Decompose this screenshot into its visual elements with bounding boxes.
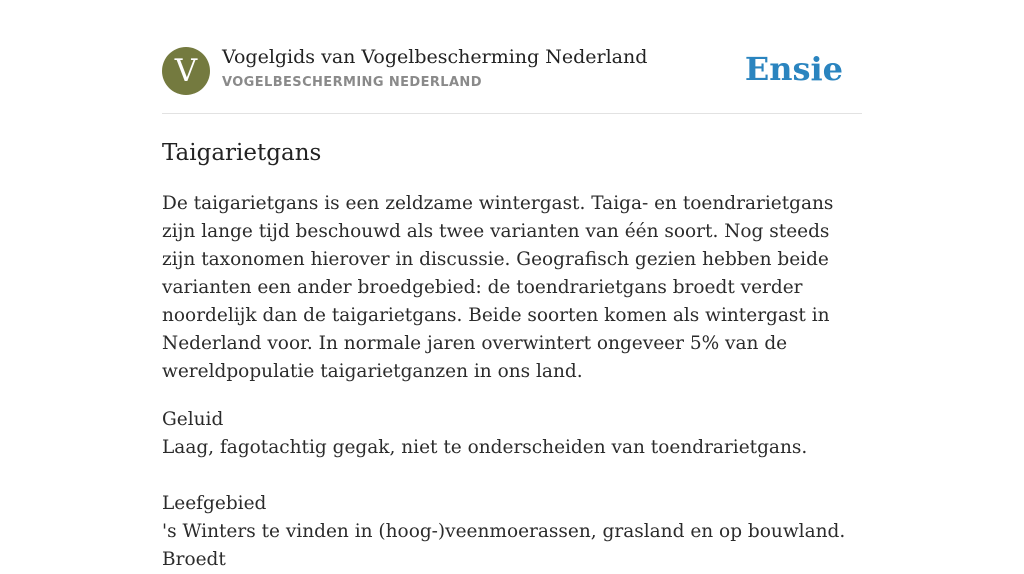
brand-logo[interactable]: Ensie bbox=[744, 50, 843, 88]
entry-title: Taigarietgans bbox=[162, 140, 322, 166]
section-text: 's Winters te vinden in (hoog-)veenmoerassen, grasland en op bouwland. Broedt bbox=[162, 521, 846, 570]
source-subtitle[interactable]: VOGELBESCHERMING NEDERLAND bbox=[222, 75, 482, 90]
entry-description: De taigarietgans is een zeldzame wintergast. Taiga- en toendrarietgans zijn lange tijd beschouwd als twee varianten van één soort. Nog steeds zijn taxonomen hierover in discussie. Geografisch gezien hebben beide varianten een ander broedgebied: de toendrarietgans broedt verder noordelijk dan de taigarietgans. Beide soorten komen als wintergast in Nederland voor. In normale jaren overwintert ongeveer 5% van de wereldpopulatie taigarietganzen in ons land. bbox=[162, 193, 834, 382]
section-leefgebied bbox=[162, 490, 862, 574]
section-geluid bbox=[162, 406, 862, 462]
section-heading: Geluid bbox=[162, 409, 224, 430]
section-heading: Leefgebied bbox=[162, 493, 267, 514]
entry-content bbox=[162, 138, 862, 574]
section-text: Laag, fagotachtig gegak, niet te onderscheiden van toendrarietgans. bbox=[162, 437, 808, 458]
source-title[interactable]: Vogelgids van Vogelbescherming Nederland bbox=[222, 46, 648, 68]
page bbox=[162, 0, 862, 574]
source-avatar[interactable]: V bbox=[162, 47, 210, 95]
header bbox=[162, 0, 862, 114]
